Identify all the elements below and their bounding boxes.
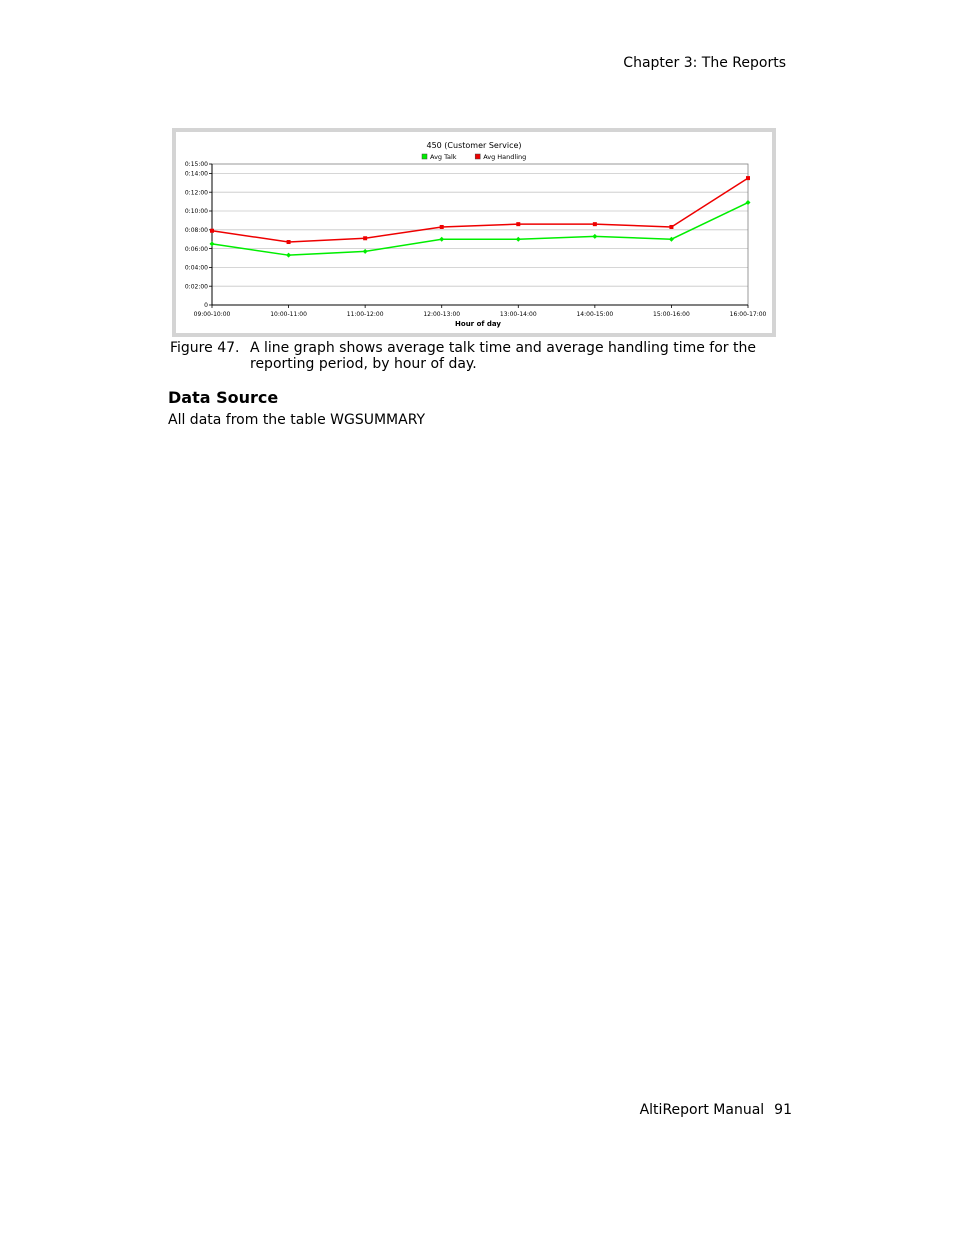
- y-tick-label-5: 0:10:00: [184, 208, 208, 216]
- x-tick-label-2: 11:00-12:00: [346, 311, 384, 318]
- y-tick-label-2: 0:04:00: [184, 264, 208, 272]
- series-1-point-3: [440, 225, 444, 229]
- chart-background: [176, 132, 772, 333]
- y-tick-label-1: 0:02:00: [184, 283, 208, 291]
- x-tick-label-6: 15:00-16:00: [653, 311, 690, 318]
- section-body: All data from the table WGSUMMARY: [168, 412, 426, 428]
- chart-frame: [172, 128, 776, 337]
- y-tick-label-7: 0:14:00: [184, 170, 208, 178]
- series-1-point-7: [746, 176, 750, 180]
- legend-swatch-1: [475, 154, 480, 159]
- manual-name: AltiReport Manual: [639, 1102, 765, 1118]
- chart-title: 450 (Customer Service): [426, 141, 522, 150]
- y-tick-label-3: 0:06:00: [184, 245, 208, 253]
- legend-label-1: Avg Handling: [483, 153, 527, 161]
- figure-caption-text: A line graph shows average talk time and average handling time for the reporting period, by hour of day.: [250, 340, 756, 372]
- series-1-point-1: [287, 240, 291, 244]
- series-1-point-5: [593, 222, 597, 226]
- x-tick-label-5: 14:00-15:00: [576, 311, 614, 318]
- section-heading: Data Source: [168, 388, 279, 407]
- series-1-point-2: [363, 236, 367, 240]
- x-tick-label-3: 12:00-13:00: [423, 311, 461, 318]
- y-tick-label-6: 0:12:00: [184, 189, 208, 197]
- page-header: [623, 55, 786, 71]
- line-chart: [176, 132, 772, 333]
- y-tick-label-4: 0:08:00: [184, 227, 208, 234]
- page-number: 91: [774, 1102, 792, 1118]
- y-tick-label-8: 0:15:00: [184, 161, 208, 169]
- y-tick-label-0: 0: [204, 302, 208, 310]
- page-footer: [640, 1102, 792, 1118]
- chapter-title: Chapter 3: The Reports: [623, 55, 786, 71]
- legend-swatch-0: [422, 154, 427, 159]
- x-axis-label: Hour of day: [455, 320, 501, 328]
- x-tick-label-7: 16:00-17:00: [729, 311, 767, 318]
- x-tick-label-4: 13:00-14:00: [499, 311, 537, 318]
- legend-label-0: Avg Talk: [430, 153, 457, 161]
- figure-label: Figure 47.: [170, 340, 240, 356]
- series-1-point-0: [210, 229, 214, 233]
- x-tick-label-1: 10:00-11:00: [270, 311, 307, 318]
- series-1-point-4: [516, 222, 520, 226]
- series-1-point-6: [669, 225, 673, 229]
- x-tick-label-0: 09:00-10:00: [193, 311, 231, 318]
